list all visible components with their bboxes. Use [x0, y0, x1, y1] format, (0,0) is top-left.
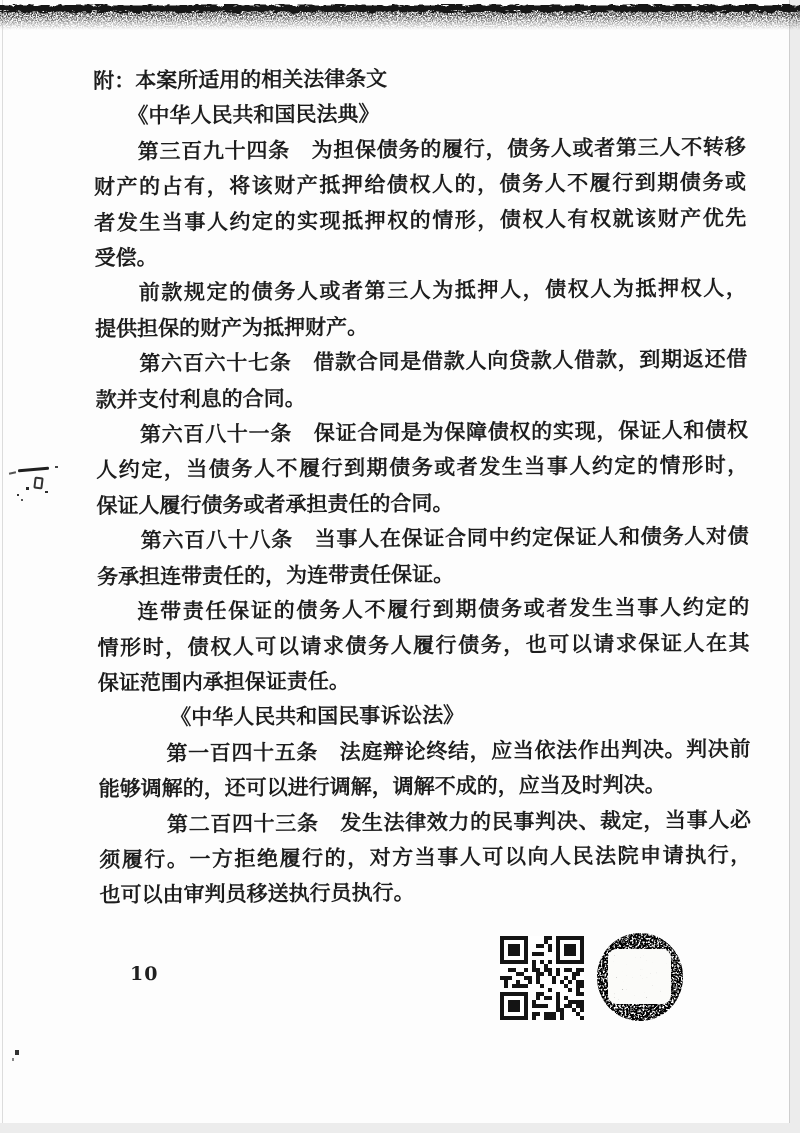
text-line-heading: 附：本案所适用的相关法律条文: [93, 65, 388, 93]
text-line-body: 受偿。: [94, 244, 158, 271]
ink-speck: [12, 1050, 22, 1064]
text-line-article: 第六百八十八条 当事人在保证合同中约定保证人和债务人对债: [140, 523, 749, 553]
text-line-body: 情形时，债权人可以请求债务人履行债务，也可以请求保证人在其: [97, 629, 750, 660]
ink-dot: [12, 1058, 14, 1061]
seal-stamp-image: [594, 931, 686, 1023]
text-line-body: 财产的占有，将该财产抵押给债权人的，债务人不履行到期债务或: [93, 169, 747, 200]
text-line-body: 人约定，当债务人不履行到期债务或者发生当事人约定的情形时，: [96, 452, 749, 483]
text-line-article: 第六百八十一条 保证合同是为保障债权的实现，保证人和债权: [139, 416, 748, 447]
text-line-article: 第二百四十三条 发生法律效力的民事判决、裁定，当事人必: [166, 806, 752, 836]
text-line-body: 者发生当事人约定的实现抵押权的情形，债权人有权就该财产优先: [94, 204, 747, 235]
text-line-article: 第一百四十五条 法庭辩论终结，应当依法作出判决。判决前: [166, 735, 751, 766]
text-line-body: 前款规定的债务人或者第三人为抵押人，债权人为抵押权人，: [138, 275, 747, 306]
ink-dot: [21, 499, 23, 501]
text-line-body: 款并支付利息的合同。: [95, 384, 306, 412]
ink-dot: [17, 494, 19, 496]
text-line-body: 也可以由审判员移送执行员执行。: [99, 879, 415, 908]
text-line-body: 保证人履行债务或者承担责任的合同。: [96, 490, 454, 518]
text-line-body: 务承担连带责任的，为连带责任保证。: [96, 560, 455, 589]
paper-left-edge: [2, 0, 3, 1123]
ink-smudge: [8, 461, 72, 509]
scan-noise-top-edge: [0, 4, 800, 32]
text-line-body: 能够调解的，还可以进行调解，调解不成的，应当及时判决。: [98, 771, 666, 802]
text-line-body: 连带责任保证的债务人不履行到期债务或者发生当事人约定的: [137, 593, 750, 624]
page-number: 10: [130, 963, 159, 985]
ink-dash-small: [9, 471, 16, 474]
ink-dot: [45, 491, 48, 493]
text-line-article: 第三百九十四条 为担保债务的履行，债务人或者第三人不转移: [137, 133, 746, 164]
text-line-body: 保证范围内承担保证责任。: [97, 667, 350, 695]
ink-dot: [15, 1050, 19, 1055]
legal-text-block: [93, 58, 752, 913]
text-line-body: 提供担保的财产为抵押财产。: [94, 313, 369, 341]
text-line-law-title: 《中华人民共和国民法典》: [127, 101, 380, 129]
qr-code-image: [500, 936, 584, 1020]
ink-glyph-mark: [33, 476, 43, 489]
text-line-article: 第六百六十七条 借款合同是借款人向贷款人借款，到期返还借: [139, 346, 748, 376]
text-line-body: 须履行。一方拒绝履行的，对方当事人可以向人民法院申请执行，: [99, 841, 752, 872]
ink-dot: [55, 466, 58, 468]
ink-dot: [26, 487, 29, 490]
ink-dash: [18, 467, 49, 473]
text-line-law-title: 《中华人民共和国民事诉讼法》: [170, 702, 465, 730]
